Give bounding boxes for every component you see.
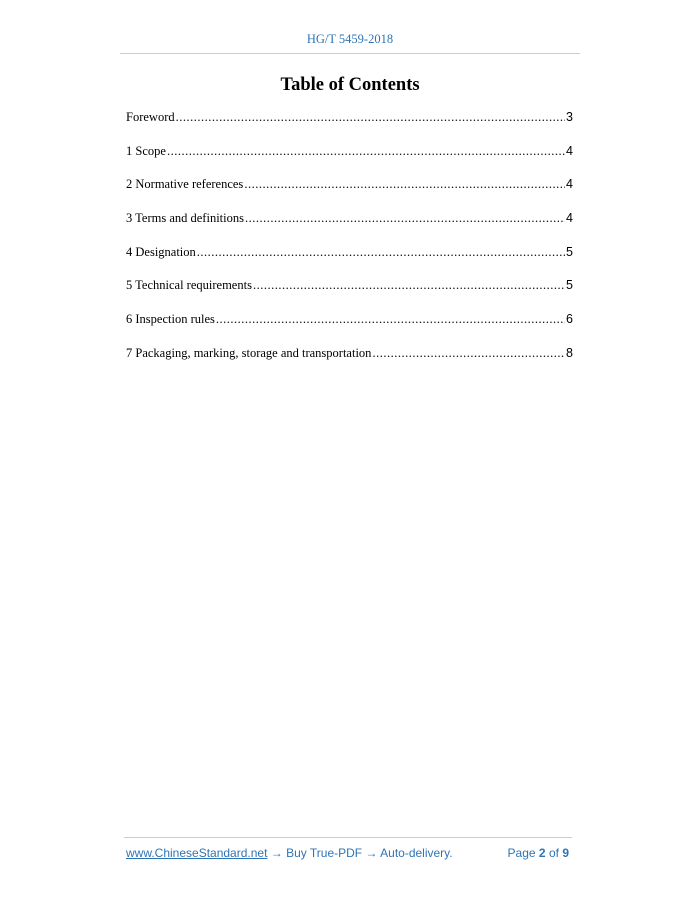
- toc-dot-leader: [197, 245, 565, 260]
- of-word: of: [548, 846, 559, 860]
- toc-dot-leader: [245, 211, 565, 226]
- page-word: Page: [507, 846, 536, 860]
- toc-entry-page: 4: [566, 143, 573, 158]
- toc-entry-scope[interactable]: [126, 144, 573, 178]
- toc-entry-technical-requirements[interactable]: [126, 278, 573, 312]
- toc-entry-label: Foreword: [126, 110, 175, 124]
- toc-dot-leader: [176, 110, 565, 125]
- page-number-indicator: [508, 846, 569, 860]
- toc-entry-page: 4: [566, 211, 573, 226]
- toc-entry-page: 4: [566, 177, 573, 192]
- footer-divider: [124, 837, 572, 838]
- table-of-contents: [126, 110, 573, 380]
- total-pages-number: 9: [562, 846, 569, 860]
- toc-entry-terms-and-definitions[interactable]: [126, 211, 573, 245]
- toc-title: Table of Contents: [280, 75, 420, 95]
- toc-dot-leader: [372, 346, 565, 361]
- toc-entry-normative-references[interactable]: [126, 177, 573, 211]
- toc-entry-label: 5 Technical requirements: [126, 278, 252, 293]
- toc-entry-label: 2 Normative references: [126, 177, 244, 192]
- toc-entry-packaging-marking[interactable]: [126, 346, 573, 380]
- toc-dot-leader: [216, 312, 565, 327]
- site-link[interactable]: www.ChineseStandard.net: [126, 846, 268, 860]
- toc-entry-page: 5: [566, 278, 573, 293]
- document-code-header: HG/T 5459-2018: [306, 32, 394, 46]
- toc-entry-page: 8: [566, 345, 573, 360]
- toc-entry-label: 3 Terms and definitions: [126, 211, 244, 226]
- toc-dot-leader: [244, 177, 565, 192]
- arrow-icon: →: [267, 846, 287, 860]
- toc-entry-designation[interactable]: [126, 245, 573, 279]
- toc-entry-foreword[interactable]: [126, 110, 573, 144]
- toc-entry-label: 6 Inspection rules: [126, 312, 215, 327]
- toc-entry-label: 4 Designation: [126, 244, 196, 259]
- page-footer: [126, 846, 573, 864]
- toc-entry-label: 7 Packaging, marking, storage and transportation: [126, 345, 372, 360]
- toc-dot-leader: [167, 144, 565, 159]
- toc-entry-page: 5: [566, 244, 573, 259]
- toc-entry-page: 3: [566, 110, 573, 124]
- toc-entry-page: 6: [566, 312, 573, 327]
- toc-entry-label: 1 Scope: [126, 143, 166, 158]
- auto-delivery-text: Auto-delivery.: [380, 846, 453, 860]
- toc-entry-inspection-rules[interactable]: [126, 312, 573, 346]
- toc-dot-leader: [253, 278, 565, 293]
- current-page-number: 2: [538, 846, 546, 860]
- footer-promo: [126, 846, 453, 860]
- arrow-icon: →: [362, 846, 381, 860]
- header-divider: [120, 53, 580, 54]
- buy-true-pdf-text: Buy True-PDF: [286, 846, 363, 860]
